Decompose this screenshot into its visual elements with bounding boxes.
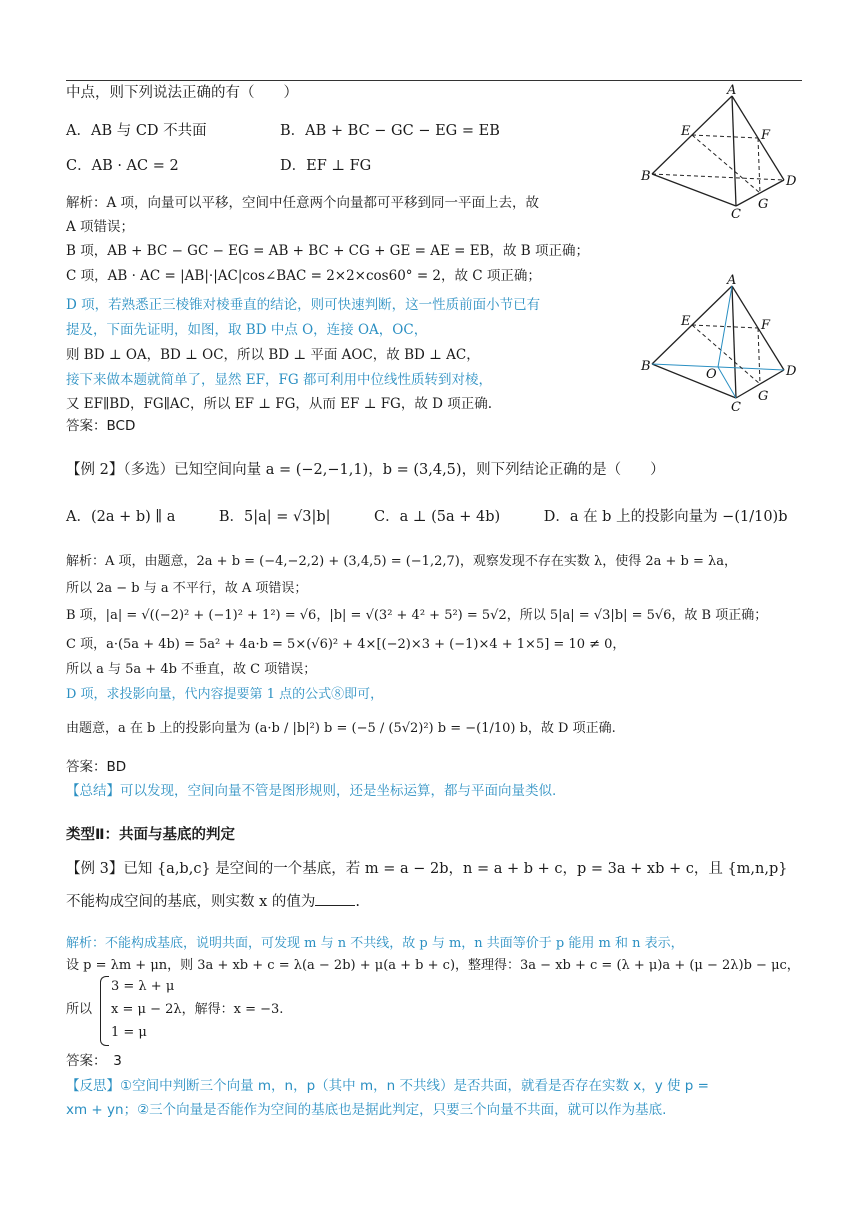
- q3-system-eq1: 3 = λ + μ: [111, 979, 175, 994]
- q1-solution-line9: 又 EF∥BD，FG∥AC，所以 EF ⊥ FG，从而 EF ⊥ FG，故 D 项正确.: [66, 396, 493, 412]
- q3-answer: 答案： 3: [66, 1053, 122, 1069]
- q2-options: A．(2a + b) ∥ a B．5|a| = √3|b| C．a ⊥ (5a + 4b) D．a 在 b 上的投影向量为 −(1/10)b: [66, 509, 788, 525]
- q3-stem-line2: [66, 891, 360, 911]
- fig2-label-d: D: [786, 364, 797, 379]
- q2-solution-line1: 解析：A 项，由题意，2a + b = (−4,−2,2) + (3,4,5) = (−1,2,7)，观察发现不存在实数 λ，使得 2a + b = λa，: [66, 554, 737, 569]
- fig1-label-e: E: [681, 124, 691, 139]
- q2-solution-line4: C 项，a·(5a + 4b) = 5a² + 4a·b = 5×(√6)² + 4×[(−2)×3 + (−1)×4 + 1×5] = 10 ≠ 0，: [66, 637, 626, 652]
- q2-solution-line5: 所以 a 与 5a + 4b 不垂直，故 C 项错误；: [66, 662, 317, 677]
- fig1-label-c: C: [731, 207, 741, 220]
- system-brace: [100, 976, 109, 1046]
- fig1-label-d: D: [786, 174, 797, 189]
- answer-blank: [315, 891, 355, 906]
- q1-option-d: D．EF ⊥ FG: [280, 158, 372, 174]
- fig1-label-f: F: [761, 128, 771, 143]
- tetrahedron-figure-2: [640, 274, 800, 414]
- q1-answer: 答案：BCD: [66, 418, 136, 434]
- q2-solution-line7: 由题意，a 在 b 上的投影向量为 (a·b / |b|²) b = (−5 / (5√2)²) b = −(1/10) b，故 D 项正确.: [66, 721, 616, 736]
- q3-solution-line2: 设 p = λm + μn，则 3a + xb + c = λ(a − 2b) + μ(a + b + c)，整理得：3a − xb + c = (λ + μ)a + (μ − 2λ)b − μc，: [66, 958, 800, 973]
- q3-system-eq2: [111, 1001, 283, 1019]
- q3-system-eq3: 1 = μ: [111, 1025, 147, 1040]
- q1-solution-line5: D 项，若熟悉正三棱锥对棱垂直的结论，则可快速判断，这一性质前面小节已有: [66, 297, 541, 313]
- fig1-label-a: A: [727, 84, 737, 98]
- fig2-label-a: A: [727, 274, 737, 288]
- q1-solution-line2: A 项错误；: [66, 219, 135, 235]
- q1-solution-line4: C 项，AB · AC = |AB|·|AC|cos∠BAC = 2×2×cos60° = 2，故 C 项正确；: [66, 268, 541, 284]
- q2-stem: 【例 2】（多选）已知空间向量 a = (−2,−1,1)，b = (3,4,5)，则下列结论正确的是（ ）: [66, 462, 665, 478]
- fig2-label-o: O: [706, 367, 717, 382]
- q2-solution-line6: D 项，求投影向量，代内容提要第 1 点的公式⑧即可，: [66, 687, 384, 702]
- q3-system-result: ，解得：x = −3.: [181, 1002, 284, 1017]
- q3-stem-line2-text: 不能构成空间的基底，则实数 x 的值为: [66, 894, 316, 910]
- q3-reflection-line2: xm + yn；②三个向量是否能作为空间的基底也是据此判定，只要三个向量不共面，就可以作为基底.: [66, 1102, 667, 1118]
- q1-solution-line3: B 项，AB + BC − GC − EG = AB + BC + CG + GE = AE = EB，故 B 项正确；: [66, 243, 589, 259]
- q2-summary: 【总结】可以发现，空间向量不管是图形规则，还是坐标运算，都与平面向量类似.: [66, 783, 557, 799]
- fig2-label-e: E: [681, 314, 691, 329]
- q3-stem-line1: 【例 3】已知 {a,b,c} 是空间的一个基底，若 m = a − 2b，n = a + b + c，p = 3a + xb + c，且 {m,n,p}: [66, 861, 788, 877]
- fig2-label-g: G: [758, 389, 769, 404]
- q3-system-eq2-text: x = μ − 2λ: [111, 1002, 182, 1017]
- q2-solution-line2: 所以 2a − b 与 a 不平行，故 A 项错误；: [66, 581, 308, 596]
- q1-solution-line1: 解析：A 项，向量可以平移，空间中任意两个向量都可平移到同一平面上去，故: [66, 195, 540, 211]
- q2-answer: 答案：BD: [66, 759, 127, 775]
- q3-reflection-line1: 【反思】①空间中判断三个向量 m，n，p（其中 m，n 不共线）是否共面，就看是否存在实数 x，y 使 p =: [66, 1078, 709, 1094]
- q1-option-c: C．AB · AC = 2: [66, 158, 179, 174]
- q1-solution-line7: 则 BD ⊥ OA，BD ⊥ OC，所以 BD ⊥ 平面 AOC，故 BD ⊥ AC，: [66, 347, 480, 363]
- fig2-label-f: F: [761, 318, 771, 333]
- q1-option-a: A．AB 与 CD 不共面: [66, 123, 207, 139]
- fig1-label-g: G: [758, 197, 769, 212]
- q2-solution-line3: B 项，|a| = √((−2)² + (−1)² + 1²) = √6，|b| = √(3² + 4² + 5²) = 5√2，所以 5|a| = √3|b| = 5√6，故 B 项正确；: [66, 608, 768, 623]
- q3-stem-line2-end: .: [355, 894, 361, 910]
- q1-solution-line6: 提及，下面先证明，如图，取 BD 中点 O，连接 OA，OC，: [66, 322, 428, 338]
- q3-solution-line1: 解析：不能构成基底，说明共面，可发现 m 与 n 不共线，故 p 与 m，n 共面等价于 p 能用 m 和 n 表示，: [66, 936, 684, 951]
- q1-option-b: B．AB + BC − GC − EG = EB: [280, 123, 500, 139]
- tetrahedron-figure-1: [640, 84, 800, 220]
- q1-solution-line8: 接下来做本题就简单了，显然 EF，FG 都可利用中位线性质转到对棱，: [66, 372, 492, 388]
- fig1-label-b: B: [641, 169, 651, 184]
- type2-heading: 类型Ⅱ：共面与基底的判定: [66, 827, 236, 843]
- q3-system-prefix: 所以: [66, 1002, 93, 1017]
- header-rule: [66, 80, 802, 81]
- q1-stem-tail: 中点，则下列说法正确的有（ ）: [66, 85, 298, 101]
- fig2-label-b: B: [641, 359, 651, 374]
- fig2-label-c: C: [731, 400, 741, 414]
